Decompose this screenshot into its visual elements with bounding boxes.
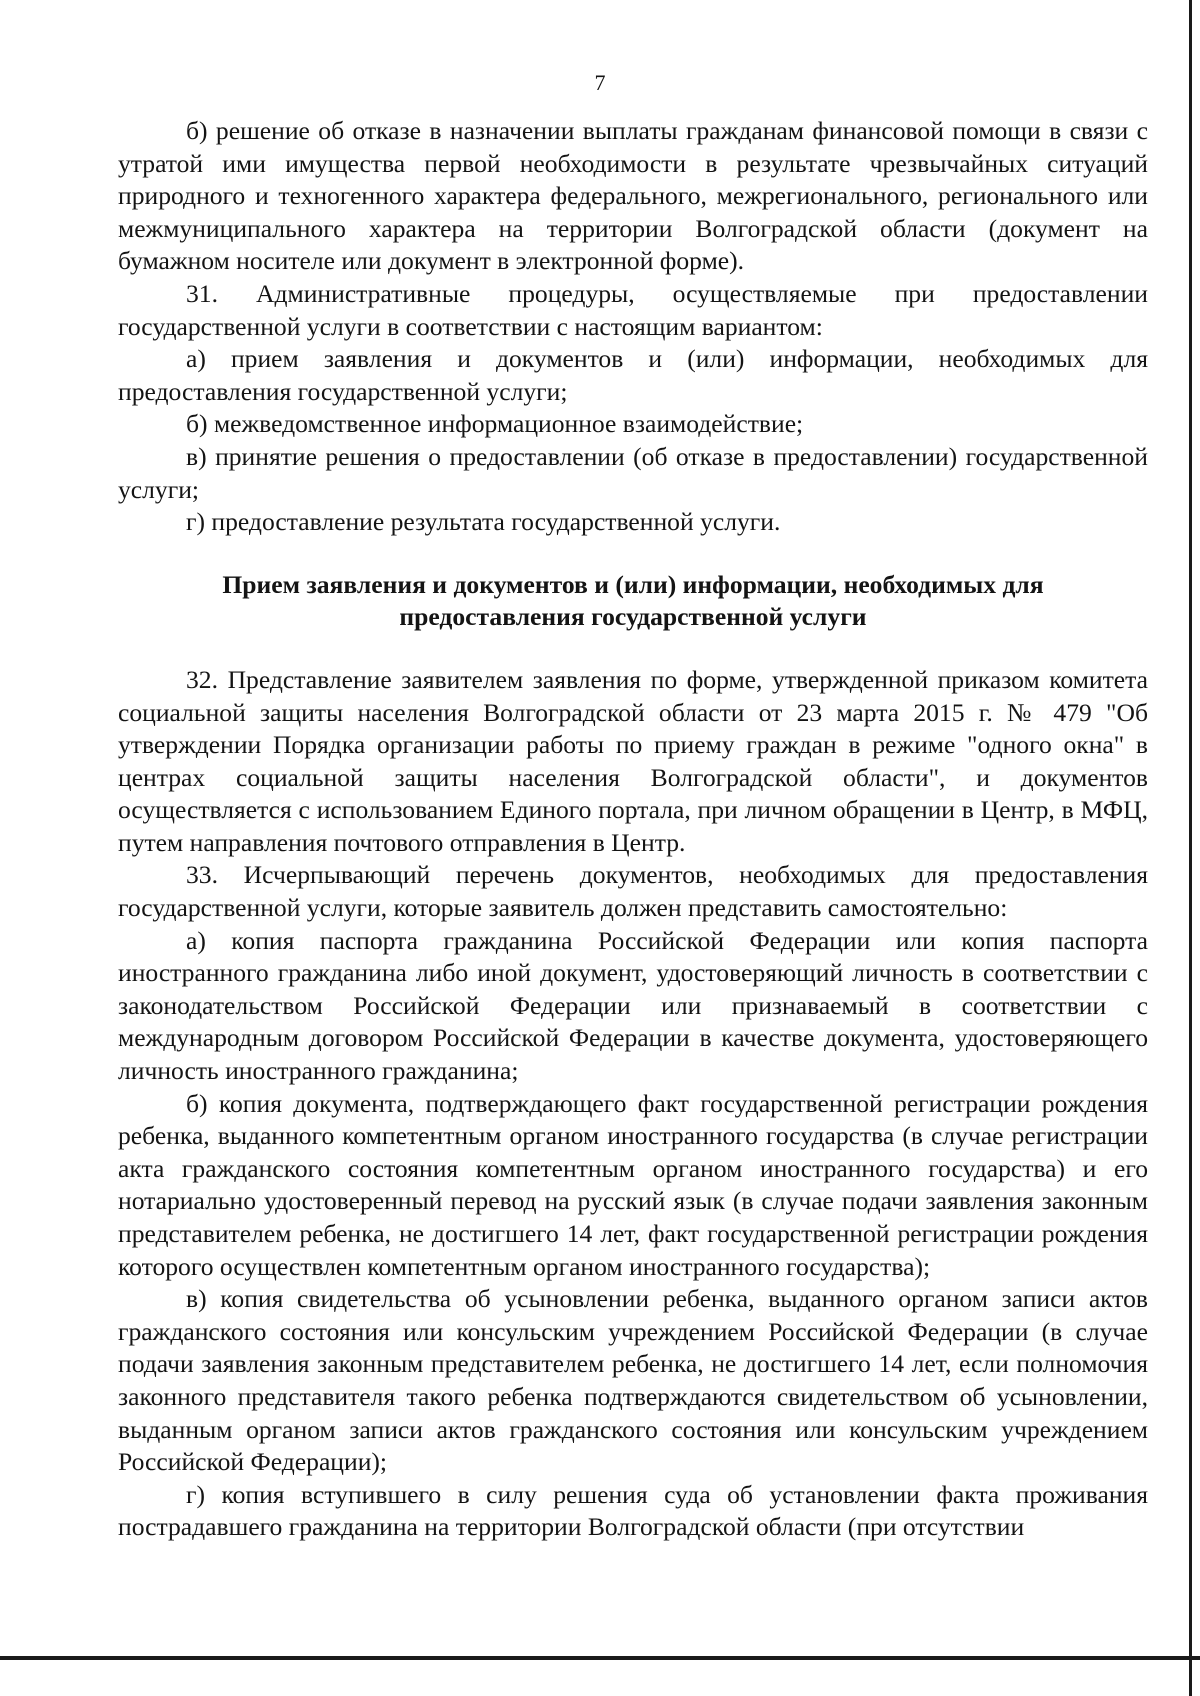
paragraph-procedure-v: в) принятие решения о предоставлении (об отказе в предоставлении) государственной услуги; xyxy=(118,441,1148,504)
paragraph-document-b: б) копия документа, подтверждающего факт государственной регистрации рождения ребенка, выданного компетентным органом иностранного государства (в случае регистрации акта гражданского состояния компетентным органом иностранного государства) и его нотариально удостоверенный перевод на русский язык (в случае подачи заявления законным представителем ребенка, не достигшего 14 лет, факт государственной регистрации рождения которого осуществлен компетентным органом иностранного государства); xyxy=(118,1088,1148,1281)
paragraph-32-application: 32. Представление заявителем заявления по форме, утвержденной приказом комитета социальной защиты населения Волгоградской области от 23 марта 2015 г. № 479 "Об утверждении Порядка организации работы по приему граждан в режиме "одного окна" в центрах социальной защиты населения Волгоградской области", и документов осуществляется с использованием Единого портала, при личном обращении в Центр, в МФЦ, путем направления почтового отправления в Центр. xyxy=(118,664,1148,857)
paragraph-31-procedures: 31. Административные процедуры, осуществляемые при предоставлении государственной услуги в соответствии с настоящим вариантом: xyxy=(118,278,1148,341)
paragraph-procedure-b: б) межведомственное информационное взаимодействие; xyxy=(186,409,804,439)
paragraph-document-a: а) копия паспорта гражданина Российской Федерации или копия паспорта иностранного гражданина либо иной документ, удостоверяющий личность в соответствии с законодательством Российской Федерации или признаваемый в соответствии с международным договором Российской Федерации в качестве документа, удостоверяющего личность иностранного гражданина; xyxy=(118,925,1148,1086)
paragraph-decision-refusal: б) решение об отказе в назначении выплаты гражданам финансовой помощи в связи с утратой ими имущества первой необходимости в результате чрезвычайных ситуаций природного и техногенного характера федерального, межрегионального, регионального или межмуниципального характера на территории Волгоградской области (документ на бумажном носителе или документ в электронной форме). xyxy=(118,116,1148,276)
paragraph-33-documents: 33. Исчерпывающий перечень документов, необходимых для предоставления государственной услуги, которые заявитель должен представить самостоятельно: xyxy=(118,860,1148,923)
paragraph-document-v: в) копия свидетельства об усыновлении ребенка, выданного органом записи актов гражданского состояния или консульским учреждением Российской Федерации (в случае подачи заявления законным представителем ребенка, не достигшего 14 лет, если полномочия законного представителя такого ребенка подтверждаются свидетельством об усыновлении, выданным органом записи актов гражданского состояния или консульским учреждением Российской Федерации); xyxy=(118,1284,1148,1477)
section-heading: Прием заявления и документов и (или) информации, необходимых для предоставления государственной услуги xyxy=(222,569,1044,632)
paragraph-procedure-g: г) предоставление результата государственной услуги. xyxy=(186,507,781,537)
document-body xyxy=(118,115,1148,1544)
scan-edge-right xyxy=(1189,0,1192,1696)
paragraph-document-g: г) копия вступившего в силу решения суда об установлении факта проживания пострадавшего гражданина на территории Волгоградской области (при отсутствии xyxy=(118,1479,1148,1542)
page-number: 7 xyxy=(594,70,606,95)
scan-edge-bottom xyxy=(0,1656,1200,1660)
paragraph-procedure-a: а) прием заявления и документов и (или) информации, необходимых для предоставления государственной услуги; xyxy=(118,344,1148,406)
